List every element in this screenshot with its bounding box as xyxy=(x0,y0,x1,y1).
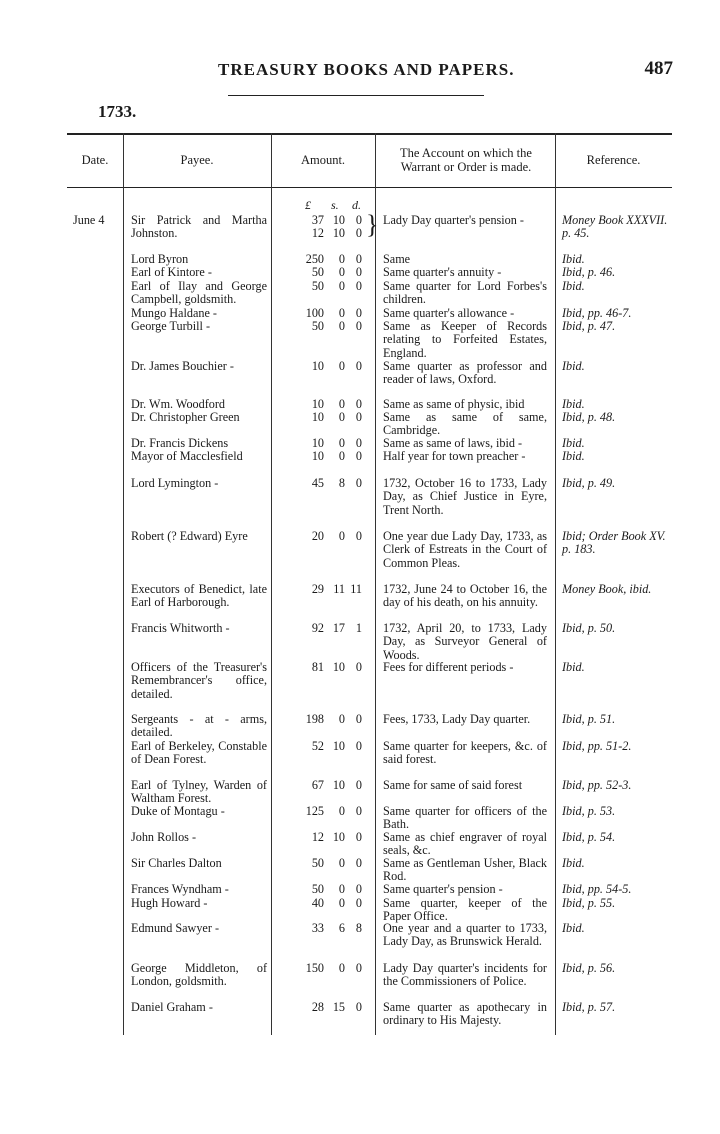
payee-cell: Dr. Wm. Woodford xyxy=(131,397,226,411)
date-cell: June 4 xyxy=(73,213,105,227)
amount-cell xyxy=(290,831,366,844)
reference-cell: Ibid, p. 57. xyxy=(562,1000,616,1014)
amount-pence: 0 xyxy=(355,436,362,450)
amount-pounds: 33 xyxy=(311,921,324,935)
account-cell: Same quarter as apothecary in ordinary to His Majesty. xyxy=(383,1000,547,1028)
column-divider xyxy=(555,133,556,1035)
amount-cell xyxy=(290,922,366,935)
amount-pence: 0 xyxy=(355,226,362,241)
currency-pounds-label: £ xyxy=(305,198,311,212)
account-cell: Fees for different periods - xyxy=(383,660,514,674)
amount-shillings: 15 xyxy=(332,1000,345,1014)
amount-pounds: 100 xyxy=(305,306,324,320)
amount-pence: 0 xyxy=(355,529,362,543)
amount-line xyxy=(290,227,366,240)
amount-cell xyxy=(290,411,366,424)
amount-pence: 0 xyxy=(355,712,362,726)
payee-cell: Daniel Graham - xyxy=(131,1000,213,1014)
amount-cell xyxy=(290,805,366,818)
account-cell: Same quarter, keeper of the Paper Office. xyxy=(383,896,547,924)
account-cell: Same quarter's annuity - xyxy=(383,265,502,279)
reference-cell: Money Book XXXVII. p. 45. xyxy=(562,213,668,241)
account-cell: Lady Day quarter's incidents for the Commissioners of Police. xyxy=(383,961,547,989)
amount-shillings: 0 xyxy=(338,265,345,279)
amount-shillings: 0 xyxy=(338,896,345,910)
header-rule xyxy=(228,95,484,96)
account-cell: Same quarter for officers of the Bath. xyxy=(383,804,547,832)
amount-line xyxy=(290,805,366,818)
amount-cell xyxy=(290,450,366,463)
column-divider xyxy=(375,133,376,1035)
amount-pounds: 10 xyxy=(311,397,324,411)
amount-line xyxy=(290,583,366,596)
amount-brace: } xyxy=(366,210,379,239)
payee-cell: Lord Byron xyxy=(131,252,189,266)
header-payee: Payee. xyxy=(180,153,214,167)
currency-pence-label: d. xyxy=(352,198,361,212)
amount-pounds: 67 xyxy=(311,778,324,792)
amount-pounds: 10 xyxy=(311,359,324,373)
amount-shillings: 0 xyxy=(338,712,345,726)
reference-cell: Ibid, p. 46. xyxy=(562,265,616,279)
payee-cell: Dr. Christopher Green xyxy=(131,410,240,424)
payee-cell: Hugh Howard - xyxy=(131,896,208,910)
amount-pounds: 40 xyxy=(311,896,324,910)
year-heading: 1733. xyxy=(98,102,137,121)
amount-pounds: 28 xyxy=(311,1000,324,1014)
amount-pounds: 50 xyxy=(311,856,324,870)
amount-cell xyxy=(290,398,366,411)
reference-cell: Ibid, p. 56. xyxy=(562,961,616,975)
column-divider xyxy=(271,133,272,1035)
account-cell: One year due Lady Day, 1733, as Clerk of Estreats in the Court of Common Pleas. xyxy=(383,529,547,570)
reference-cell: Ibid, pp. 46-7. xyxy=(562,306,632,320)
reference-cell: Ibid, p. 48. xyxy=(562,410,616,424)
amount-line xyxy=(290,897,366,910)
amount-pounds: 37 xyxy=(311,213,324,227)
payee-cell: Robert (? Edward) Eyre xyxy=(131,529,248,543)
reference-cell: Ibid, p. 50. xyxy=(562,621,616,635)
payee-cell: Sir Patrick and Martha Johnston. xyxy=(131,213,267,241)
payee-cell: Lord Lymington - xyxy=(131,476,219,490)
header-date: Date. xyxy=(81,153,109,167)
amount-line xyxy=(290,411,366,424)
amount-pounds: 12 xyxy=(311,226,324,241)
amount-line xyxy=(290,713,366,726)
amount-pounds: 10 xyxy=(311,449,324,463)
amount-pence: 0 xyxy=(355,778,362,792)
payee-cell: Duke of Montagu - xyxy=(131,804,225,818)
amount-pence: 0 xyxy=(355,882,362,896)
amount-shillings: 0 xyxy=(338,252,345,266)
account-cell: Lady Day quarter's pension - xyxy=(383,213,524,227)
header-account: The Account on which the Warrant or Order is made. xyxy=(400,146,532,174)
reference-cell: Ibid. xyxy=(562,436,585,450)
column-divider xyxy=(123,133,124,1035)
amount-cell xyxy=(290,622,366,635)
amount-cell xyxy=(290,740,366,753)
amount-pence: 0 xyxy=(355,306,362,320)
payee-cell: John Rollos - xyxy=(131,830,197,844)
amount-shillings: 0 xyxy=(338,961,345,975)
amount-cell xyxy=(290,320,366,333)
payee-cell: Sir Charles Dalton xyxy=(131,856,222,870)
amount-line xyxy=(290,779,366,792)
amount-pence: 8 xyxy=(355,921,362,935)
reference-cell: Ibid, p. 55. xyxy=(562,896,616,910)
amount-line xyxy=(290,266,366,279)
reference-cell: Money Book, ibid. xyxy=(562,582,652,596)
amount-pence: 11 xyxy=(350,582,362,596)
amount-pence: 0 xyxy=(355,856,362,870)
amount-line xyxy=(290,740,366,753)
payee-cell: Mayor of Macclesfield xyxy=(131,449,243,463)
payee-cell: Frances Wyndham - xyxy=(131,882,229,896)
reference-cell: Ibid. xyxy=(562,397,585,411)
amount-cell xyxy=(290,477,366,490)
amount-pounds: 81 xyxy=(311,660,324,674)
account-cell: 1732, October 16 to 1733, Lady Day, as Chief Justice in Eyre, Trent North. xyxy=(383,476,547,517)
payee-cell: George Turbill - xyxy=(131,319,210,333)
amount-pence: 0 xyxy=(355,739,362,753)
account-cell: Fees, 1733, Lady Day quarter. xyxy=(383,712,531,726)
running-head: TREASURY BOOKS AND PAPERS. xyxy=(218,60,515,79)
amount-shillings: 8 xyxy=(338,476,345,490)
currency-shillings-label: s. xyxy=(331,198,339,212)
reference-cell: Ibid, p. 51. xyxy=(562,712,616,726)
payee-cell: Earl of Berkeley, Constable of Dean Forest. xyxy=(131,739,267,767)
amount-pence: 1 xyxy=(355,621,362,635)
amount-pounds: 50 xyxy=(311,319,324,333)
payee-cell: Earl of Tylney, Warden of Waltham Forest. xyxy=(131,778,267,806)
amount-cell xyxy=(290,883,366,896)
amount-shillings: 0 xyxy=(338,804,345,818)
amount-line xyxy=(290,922,366,935)
amount-pounds: 125 xyxy=(305,804,324,818)
account-cell: 1732, June 24 to October 16, the day of his death, on his annuity. xyxy=(383,582,547,610)
account-cell: Same quarter's pension - xyxy=(383,882,503,896)
amount-line xyxy=(290,883,366,896)
amount-line xyxy=(290,622,366,635)
reference-cell: Ibid, pp. 51-2. xyxy=(562,739,632,753)
payee-cell: Mungo Haldane - xyxy=(131,306,217,320)
amount-cell xyxy=(290,214,366,241)
amount-line xyxy=(290,437,366,450)
amount-cell xyxy=(290,530,366,543)
amount-line xyxy=(290,253,366,266)
payee-cell: Earl of Ilay and George Campbell, goldsmith. xyxy=(131,279,267,307)
amount-pence: 0 xyxy=(355,660,362,674)
amount-cell xyxy=(290,360,366,373)
payee-cell: Dr. Francis Dickens xyxy=(131,436,229,450)
amount-cell xyxy=(290,713,366,726)
amount-pounds: 20 xyxy=(311,529,324,543)
account-cell: Same quarter as professor and reader of laws, Oxford. xyxy=(383,359,547,387)
amount-pounds: 12 xyxy=(311,830,324,844)
amount-pounds: 10 xyxy=(311,436,324,450)
amount-pence: 0 xyxy=(355,449,362,463)
header-reference: Reference. xyxy=(586,153,641,167)
amount-pounds: 250 xyxy=(305,252,324,266)
reference-cell: Ibid, pp. 54-5. xyxy=(562,882,632,896)
amount-cell xyxy=(290,779,366,792)
amount-pence: 0 xyxy=(355,265,362,279)
amount-shillings: 0 xyxy=(338,306,345,320)
amount-shillings: 0 xyxy=(338,397,345,411)
amount-cell xyxy=(290,437,366,450)
payee-cell: Sergeants - at - arms, detailed. xyxy=(131,712,267,740)
reference-cell: Ibid, p. 47. xyxy=(562,319,616,333)
amount-pence: 0 xyxy=(355,319,362,333)
account-cell: 1732, April 20, to 1733, Lady Day, as Surveyor General of Woods. xyxy=(383,621,547,662)
amount-cell xyxy=(290,897,366,910)
amount-shillings: 6 xyxy=(338,921,345,935)
amount-pence: 0 xyxy=(355,279,362,293)
amount-pence: 0 xyxy=(355,1000,362,1014)
payee-cell: Officers of the Treasurer's Remembrancer's office, detailed. xyxy=(131,660,267,701)
amount-cell xyxy=(290,583,366,596)
amount-pounds: 92 xyxy=(311,621,324,635)
reference-cell: Ibid. xyxy=(562,252,585,266)
amount-cell xyxy=(290,962,366,975)
amount-shillings: 17 xyxy=(332,621,345,635)
amount-shillings: 0 xyxy=(338,319,345,333)
amount-pounds: 198 xyxy=(305,712,324,726)
amount-line xyxy=(290,857,366,870)
amount-shillings: 10 xyxy=(332,226,345,241)
account-cell: Same for same of said forest xyxy=(383,778,523,792)
amount-pence: 0 xyxy=(355,896,362,910)
amount-cell xyxy=(290,1001,366,1014)
amount-cell xyxy=(290,280,366,293)
account-cell: Same xyxy=(383,252,411,266)
amount-line xyxy=(290,477,366,490)
amount-pence: 0 xyxy=(355,213,362,227)
amount-pence: 0 xyxy=(355,830,362,844)
payee-cell: Earl of Kintore - xyxy=(131,265,212,279)
account-cell: Same quarter's allowance - xyxy=(383,306,515,320)
account-cell: Same as Keeper of Records relating to Forfeited Estates, England. xyxy=(383,319,547,360)
reference-cell: Ibid. xyxy=(562,660,585,674)
account-cell: Same as Gentleman Usher, Black Rod. xyxy=(383,856,547,884)
amount-cell xyxy=(290,266,366,279)
amount-line xyxy=(290,398,366,411)
reference-cell: Ibid. xyxy=(562,856,585,870)
amount-pence: 0 xyxy=(355,359,362,373)
amount-pence: 0 xyxy=(355,804,362,818)
table-header-rule xyxy=(67,187,672,188)
amount-shillings: 10 xyxy=(332,739,345,753)
amount-cell xyxy=(290,857,366,870)
header-amount: Amount. xyxy=(300,153,346,167)
amount-pence: 0 xyxy=(355,476,362,490)
amount-line xyxy=(290,214,366,227)
reference-cell: Ibid, pp. 52-3. xyxy=(562,778,632,792)
amount-pounds: 50 xyxy=(311,882,324,896)
amount-pence: 0 xyxy=(355,397,362,411)
amount-pounds: 50 xyxy=(311,279,324,293)
amount-pounds: 150 xyxy=(305,961,324,975)
amount-line xyxy=(290,530,366,543)
amount-line xyxy=(290,450,366,463)
amount-line xyxy=(290,831,366,844)
amount-line xyxy=(290,661,366,674)
amount-pence: 0 xyxy=(355,252,362,266)
payee-cell: Francis Whitworth - xyxy=(131,621,230,635)
amount-cell xyxy=(290,307,366,320)
amount-line xyxy=(290,320,366,333)
amount-shillings: 0 xyxy=(338,529,345,543)
reference-cell: Ibid, p. 53. xyxy=(562,804,616,818)
amount-line xyxy=(290,280,366,293)
amount-pence: 0 xyxy=(355,410,362,424)
amount-pounds: 52 xyxy=(311,739,324,753)
account-cell: One year and a quarter to 1733, Lady Day, as Brunswick Herald. xyxy=(383,921,547,949)
amount-shillings: 10 xyxy=(332,778,345,792)
payee-cell: George Middleton, of London, goldsmith. xyxy=(131,961,267,989)
amount-pounds: 50 xyxy=(311,265,324,279)
account-cell: Same quarter for keepers, &c. of said forest. xyxy=(383,739,547,767)
payee-cell: Edmund Sawyer - xyxy=(131,921,220,935)
reference-cell: Ibid. xyxy=(562,359,585,373)
amount-pounds: 45 xyxy=(311,476,324,490)
amount-cell xyxy=(290,661,366,674)
amount-shillings: 10 xyxy=(332,213,345,227)
reference-cell: Ibid, p. 49. xyxy=(562,476,616,490)
amount-shillings: 10 xyxy=(332,830,345,844)
amount-shillings: 0 xyxy=(338,279,345,293)
payee-cell: Executors of Benedict, late Earl of Harborough. xyxy=(131,582,267,610)
account-cell: Same as same of laws, ibid - xyxy=(383,436,523,450)
reference-cell: Ibid. xyxy=(562,279,585,293)
account-cell: Same as chief engraver of royal seals, &c. xyxy=(383,830,547,858)
amount-shillings: 0 xyxy=(338,436,345,450)
amount-shillings: 0 xyxy=(338,882,345,896)
reference-cell: Ibid; Order Book XV. p. 183. xyxy=(562,529,666,557)
amount-line xyxy=(290,1001,366,1014)
amount-line xyxy=(290,360,366,373)
account-cell: Same as same of same, Cambridge. xyxy=(383,410,547,438)
reference-cell: Ibid. xyxy=(562,921,585,935)
amount-pounds: 10 xyxy=(311,410,324,424)
amount-shillings: 10 xyxy=(332,660,345,674)
amount-pounds: 29 xyxy=(311,582,324,596)
amount-shillings: 0 xyxy=(338,359,345,373)
amount-line xyxy=(290,307,366,320)
account-cell: Same as same of physic, ibid xyxy=(383,397,525,411)
reference-cell: Ibid, p. 54. xyxy=(562,830,616,844)
amount-cell xyxy=(290,253,366,266)
amount-shillings: 11 xyxy=(333,582,345,596)
amount-line xyxy=(290,962,366,975)
amount-shillings: 0 xyxy=(338,410,345,424)
amount-shillings: 0 xyxy=(338,856,345,870)
payee-cell: Dr. James Bouchier - xyxy=(131,359,234,373)
account-cell: Half year for town preacher - xyxy=(383,449,526,463)
page-number: 487 xyxy=(644,58,673,79)
amount-pence: 0 xyxy=(355,961,362,975)
reference-cell: Ibid. xyxy=(562,449,585,463)
amount-shillings: 0 xyxy=(338,449,345,463)
account-cell: Same quarter for Lord Forbes's children. xyxy=(383,279,547,307)
